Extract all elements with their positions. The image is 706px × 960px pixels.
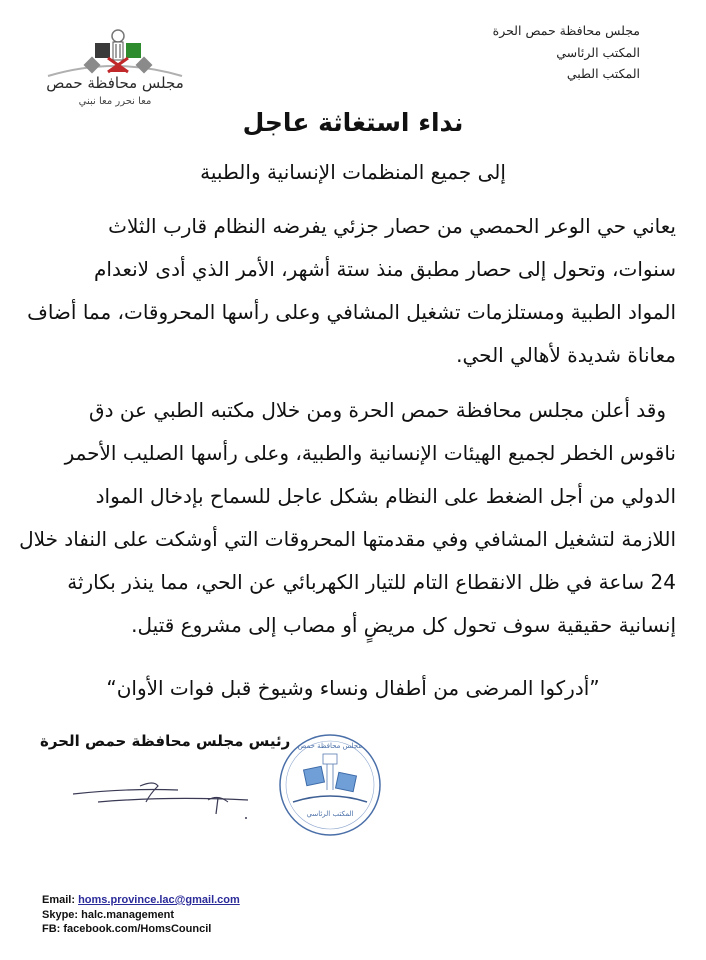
emblem-tower [113,42,123,60]
emblem-black-square [95,43,110,58]
letterhead [493,20,640,85]
signature-stroke-icon [68,780,268,830]
letterhead-medical-office: المكتب الطبي [566,66,640,81]
paragraph-line: معاناة شديدة لأهالي الحي. [456,343,676,367]
skype-value: halc.management [81,908,175,921]
paragraph-line: اللازمة لتشغيل المشافي وفي مقدمتها المحروقات التي أوشكت على النفاد خلال [19,527,676,551]
contact-email [42,893,240,908]
contact-facebook [42,922,240,937]
paragraph-line: وقد أعلن مجلس محافظة حمص الحرة ومن خلال مكتبه الطبي عن دق [89,398,666,422]
council-logo [40,28,190,118]
email-label: Email: [42,894,76,906]
page-title: نداء استغاثة عاجل [242,108,464,137]
logo-name: مجلس محافظة حمص [46,74,184,92]
letterhead-council: مجلس محافظة حمص الحرة [492,23,640,38]
email-link[interactable]: homs.province.lac@gmail.com [78,894,240,906]
emblem-gray-diamond-right [136,57,153,74]
paragraph-line: الدولي من أجل الضغط على النظام بشكل عاجل للسماح بإدخال المواد [95,484,676,508]
paragraph-line: سنوات، وتحول إلى حصار مطبق منذ ستة أشهر، الأمر الذي أدى لانعدام [94,257,676,281]
stamp-top-text: مجلس محافظة حمص [297,742,363,750]
contact-skype [42,908,240,923]
paragraph-2 [19,398,676,668]
emblem-green-square [126,43,141,58]
stamp-bottom-text: المكتب الرئاسي [306,810,354,818]
signature-title: رئيس مجلس محافظة حمص الحرة [40,732,291,750]
paragraph-line: إنسانية حقيقية سوف تحول كل مريضٍ أو مصاب إلى مشروع قتيل. [131,613,676,637]
handwritten-signature [68,780,268,830]
contact-info [42,893,240,937]
stamp-seal-icon [275,730,385,840]
page-subtitle: إلى جميع المنظمات الإنسانية والطبية [200,160,506,184]
facebook-label: FB: [42,923,61,935]
appeal-quote: ”أدركوا المرضى من أطفال ونساء وشيوخ قبل فوات الأوان“ [106,676,600,700]
official-stamp [275,730,385,840]
paragraph-line: ناقوس الخطر لجميع الهيئات الإنسانية والطبية، وعلى رأسها الصليب الأحمر [64,441,676,465]
skype-label: Skype: [42,908,79,921]
logo-tagline: معا نحرر معا نبني [78,96,152,107]
letterhead-presidential-office: المكتب الرئاسي [556,44,640,60]
emblem-gray-diamond-left [84,57,101,74]
paragraph-line: 24 ساعة في ظل الانقطاع التام للتيار الكهربائي عن الحي، مما ينذر بكارثة [67,570,676,594]
paragraph-1 [27,214,676,384]
emblem-clock [112,30,124,42]
paragraph-line: يعاني حي الوعر الحمصي من حصار جزئي يفرضه النظام قارب الثلاث [108,214,676,238]
council-emblem-icon [40,28,190,78]
facebook-value: facebook.com/HomsCouncil [63,923,212,935]
paragraph-line: المواد الطبية ومستلزمات تشغيل المشافي وعلى رأسها المحروقات، مما أضاف [27,300,676,324]
